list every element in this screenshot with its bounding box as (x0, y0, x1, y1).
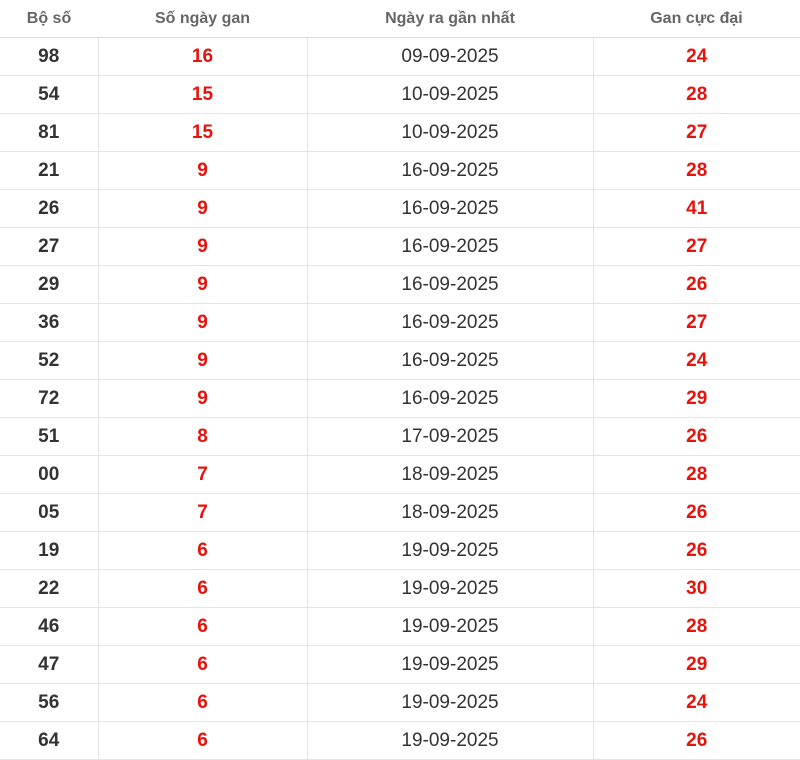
cell-bo-so: 54 (0, 76, 98, 114)
header-ngay-ra-gan-nhat: Ngày ra gần nhất (307, 0, 593, 38)
cell-so-ngay-gan: 15 (98, 76, 307, 114)
cell-gan-cuc-dai: 26 (593, 532, 800, 570)
cell-bo-so: 98 (0, 38, 98, 76)
cell-gan-cuc-dai: 28 (593, 608, 800, 646)
cell-so-ngay-gan: 7 (98, 456, 307, 494)
table-row (0, 608, 800, 646)
cell-bo-so: 47 (0, 646, 98, 684)
cell-so-ngay-gan: 9 (98, 342, 307, 380)
table-row (0, 114, 800, 152)
table-row (0, 228, 800, 266)
table-row (0, 380, 800, 418)
cell-ngay-ra-gan-nhat: 10-09-2025 (307, 76, 593, 114)
cell-ngay-ra-gan-nhat: 19-09-2025 (307, 532, 593, 570)
cell-ngay-ra-gan-nhat: 19-09-2025 (307, 608, 593, 646)
cell-gan-cuc-dai: 24 (593, 342, 800, 380)
cell-bo-so: 00 (0, 456, 98, 494)
cell-ngay-ra-gan-nhat: 18-09-2025 (307, 494, 593, 532)
table-row (0, 684, 800, 722)
table-row (0, 38, 800, 76)
cell-gan-cuc-dai: 41 (593, 190, 800, 228)
header-bo-so: Bộ số (0, 0, 98, 38)
table-row (0, 646, 800, 684)
cell-so-ngay-gan: 6 (98, 684, 307, 722)
table-row (0, 570, 800, 608)
table-row (0, 494, 800, 532)
cell-so-ngay-gan: 6 (98, 570, 307, 608)
table-row (0, 190, 800, 228)
table-row (0, 532, 800, 570)
cell-so-ngay-gan: 15 (98, 114, 307, 152)
cell-gan-cuc-dai: 26 (593, 722, 800, 760)
cell-bo-so: 27 (0, 228, 98, 266)
cell-bo-so: 72 (0, 380, 98, 418)
cell-so-ngay-gan: 9 (98, 190, 307, 228)
cell-ngay-ra-gan-nhat: 18-09-2025 (307, 456, 593, 494)
cell-gan-cuc-dai: 26 (593, 418, 800, 456)
cell-bo-so: 22 (0, 570, 98, 608)
cell-ngay-ra-gan-nhat: 09-09-2025 (307, 38, 593, 76)
cell-bo-so: 05 (0, 494, 98, 532)
cell-ngay-ra-gan-nhat: 19-09-2025 (307, 646, 593, 684)
cell-so-ngay-gan: 6 (98, 646, 307, 684)
cell-gan-cuc-dai: 28 (593, 76, 800, 114)
cell-gan-cuc-dai: 28 (593, 456, 800, 494)
header-gan-cuc-dai: Gan cực đại (593, 0, 800, 38)
cell-bo-so: 81 (0, 114, 98, 152)
cell-ngay-ra-gan-nhat: 16-09-2025 (307, 380, 593, 418)
cell-so-ngay-gan: 9 (98, 228, 307, 266)
cell-bo-so: 46 (0, 608, 98, 646)
cell-ngay-ra-gan-nhat: 19-09-2025 (307, 722, 593, 760)
cell-bo-so: 64 (0, 722, 98, 760)
cell-so-ngay-gan: 6 (98, 608, 307, 646)
cell-gan-cuc-dai: 30 (593, 570, 800, 608)
cell-gan-cuc-dai: 27 (593, 304, 800, 342)
cell-bo-so: 52 (0, 342, 98, 380)
table-body (0, 38, 800, 760)
cell-so-ngay-gan: 9 (98, 152, 307, 190)
cell-ngay-ra-gan-nhat: 16-09-2025 (307, 304, 593, 342)
table-row (0, 418, 800, 456)
cell-bo-so: 36 (0, 304, 98, 342)
cell-bo-so: 29 (0, 266, 98, 304)
table-row (0, 722, 800, 760)
cell-bo-so: 21 (0, 152, 98, 190)
cell-ngay-ra-gan-nhat: 19-09-2025 (307, 570, 593, 608)
cell-gan-cuc-dai: 24 (593, 38, 800, 76)
cell-so-ngay-gan: 6 (98, 722, 307, 760)
cell-gan-cuc-dai: 29 (593, 646, 800, 684)
cell-gan-cuc-dai: 27 (593, 228, 800, 266)
table-row (0, 76, 800, 114)
cell-so-ngay-gan: 9 (98, 304, 307, 342)
cell-so-ngay-gan: 9 (98, 266, 307, 304)
cell-so-ngay-gan: 16 (98, 38, 307, 76)
table-row (0, 266, 800, 304)
cell-gan-cuc-dai: 28 (593, 152, 800, 190)
cell-gan-cuc-dai: 26 (593, 494, 800, 532)
cell-so-ngay-gan: 7 (98, 494, 307, 532)
table-header-row (0, 0, 800, 38)
cell-bo-so: 56 (0, 684, 98, 722)
cell-ngay-ra-gan-nhat: 16-09-2025 (307, 342, 593, 380)
cell-bo-so: 19 (0, 532, 98, 570)
table-row (0, 456, 800, 494)
cell-bo-so: 26 (0, 190, 98, 228)
cell-so-ngay-gan: 8 (98, 418, 307, 456)
cell-ngay-ra-gan-nhat: 17-09-2025 (307, 418, 593, 456)
cell-so-ngay-gan: 9 (98, 380, 307, 418)
table-row (0, 152, 800, 190)
table-row (0, 304, 800, 342)
cell-gan-cuc-dai: 27 (593, 114, 800, 152)
header-so-ngay-gan: Số ngày gan (98, 0, 307, 38)
cell-ngay-ra-gan-nhat: 16-09-2025 (307, 152, 593, 190)
cell-gan-cuc-dai: 29 (593, 380, 800, 418)
cell-bo-so: 51 (0, 418, 98, 456)
cell-ngay-ra-gan-nhat: 19-09-2025 (307, 684, 593, 722)
cell-so-ngay-gan: 6 (98, 532, 307, 570)
cell-ngay-ra-gan-nhat: 16-09-2025 (307, 266, 593, 304)
cell-ngay-ra-gan-nhat: 16-09-2025 (307, 228, 593, 266)
cell-gan-cuc-dai: 24 (593, 684, 800, 722)
cell-ngay-ra-gan-nhat: 10-09-2025 (307, 114, 593, 152)
table-row (0, 342, 800, 380)
cell-ngay-ra-gan-nhat: 16-09-2025 (307, 190, 593, 228)
cell-gan-cuc-dai: 26 (593, 266, 800, 304)
